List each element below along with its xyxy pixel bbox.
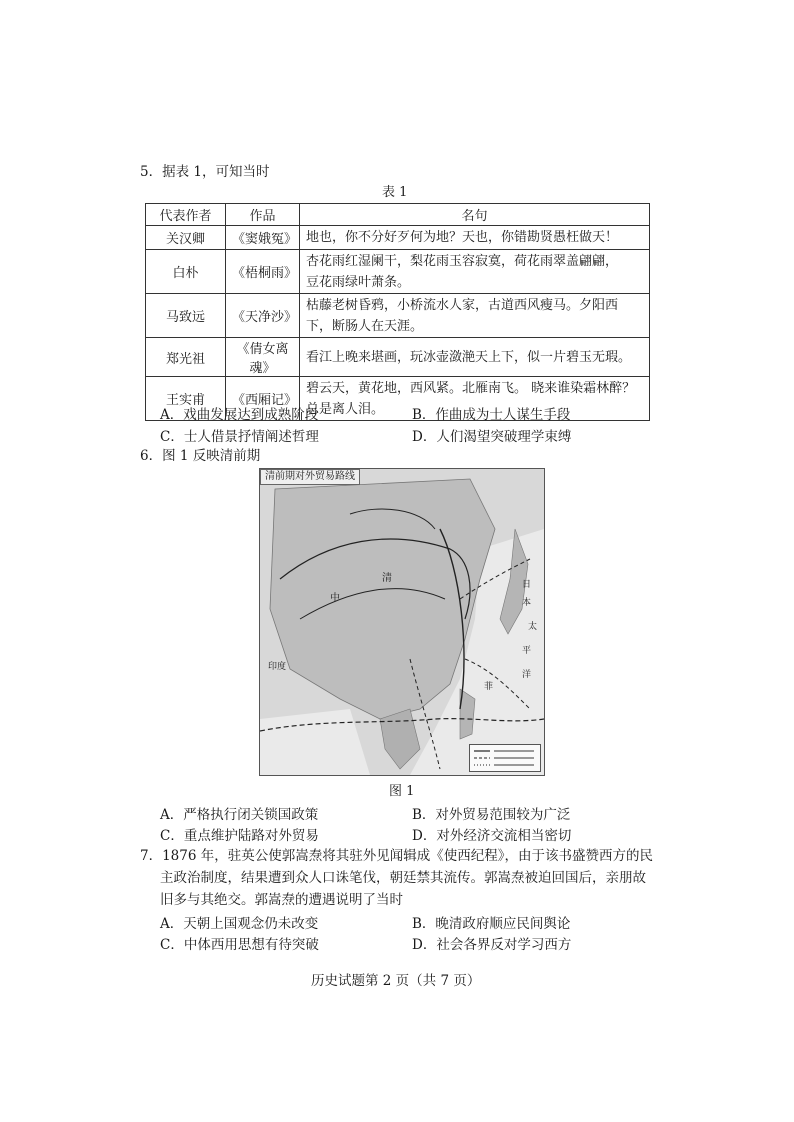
q6-option-a: A．严格执行闭关锁国政策: [160, 807, 319, 823]
q6-option-c: C．重点维护陆路对外贸易: [160, 828, 319, 844]
header-work: 作品: [226, 204, 300, 226]
header-quote: 名句: [300, 204, 650, 226]
table-1: [145, 203, 650, 421]
cell-quote: 地也，你不分好歹何为地？天也，你错勘贤愚枉做天！: [300, 226, 650, 250]
cell-author: 王实甫: [146, 377, 226, 421]
table-row: [146, 294, 650, 338]
cell-author: 郑光祖: [146, 338, 226, 377]
cell-work: 《西厢记》: [226, 377, 300, 421]
table-caption: 表 1: [382, 185, 408, 200]
cell-author: 关汉卿: [146, 226, 226, 250]
table-row: [146, 226, 650, 250]
q7-stem-line-2: 主政治制度，结果遭到众人口诛笔伐，朝廷禁其流传。郭嵩焘被迫回国后，亲朋故: [160, 870, 646, 886]
cell-work: 《梧桐雨》: [226, 250, 300, 294]
figure-caption: 图 1: [389, 784, 415, 799]
table-row: [146, 250, 650, 294]
q5-option-d: D．人们渴望突破理学束缚: [412, 429, 572, 445]
cell-author: 白朴: [146, 250, 226, 294]
q5-option-c: C．士人借景抒情阐述哲理: [160, 429, 319, 445]
map-label: 日: [522, 580, 532, 590]
cell-quote: 杏花雨红湿阑干，梨花雨玉容寂寞，荷花雨翠盖翩翩， 豆花雨绿叶萧条。: [300, 250, 650, 294]
cell-quote: 碧云天，黄花地，西风紧。北雁南飞。 晓来谁染霜林醉？ 总是离人泪。: [300, 377, 650, 421]
q5-option-a: A．戏曲发展达到成熟阶段: [160, 407, 319, 423]
header-author: 代表作者: [146, 204, 226, 226]
q7-option-d: D．社会各界反对学习西方: [412, 937, 572, 953]
q6-option-d: D．对外经济交流相当密切: [412, 828, 572, 844]
q7-stem-line-1: 7．1876 年，驻英公使郭嵩焘将其驻外见闻辑成《使西纪程》，由于该书盛赞西方的民: [140, 848, 653, 864]
table-row: [146, 338, 650, 377]
map-graphic: [260, 469, 544, 775]
q7-option-c: C．中体西用思想有待突破: [160, 937, 319, 953]
cell-quote: 枯藤老树昏鸦，小桥流水人家，古道西风瘦马。夕阳西 下，断肠人在天涯。: [300, 294, 650, 338]
q5-stem: 5．据表 1，可知当时: [140, 164, 270, 180]
map-label: 洋: [522, 670, 532, 680]
cell-quote: 看江上晚来堪画，玩冰壶潋滟天上下，似一片碧玉无瑕。: [300, 338, 650, 377]
map-title: 清前期对外贸易路线: [260, 469, 360, 485]
q7-option-a: A．天朝上国观念仍未改变: [160, 916, 319, 932]
q6-stem: 6．图 1 反映清前期: [140, 448, 261, 464]
map-label: 菲: [484, 682, 494, 692]
trade-route-map: [259, 468, 545, 776]
q7-stem-line-3: 旧多与其绝交。郭嵩焘的遭遇说明了当时: [160, 892, 403, 908]
table-header-row: [146, 204, 650, 226]
q5-option-b: B．作曲成为士人谋生手段: [412, 407, 571, 423]
map-label: 中: [330, 593, 340, 604]
map-label: 清: [382, 573, 392, 584]
cell-work: 《倩女离魂》: [226, 338, 300, 377]
cell-work: 《天净沙》: [226, 294, 300, 338]
q6-option-b: B．对外贸易范围较为广泛: [412, 807, 571, 823]
map-label: 平: [522, 646, 532, 656]
map-label: 太: [528, 622, 538, 632]
page-footer: 历史试题第 2 页（共 7 页）: [311, 973, 481, 989]
map-label: 本: [522, 598, 532, 608]
map-legend: [469, 744, 541, 772]
cell-author: 马致远: [146, 294, 226, 338]
map-label: 印度: [268, 662, 287, 672]
q7-option-b: B．晚清政府顺应民间舆论: [412, 916, 571, 932]
legend-lines: [470, 745, 540, 771]
cell-work: 《窦娥冤》: [226, 226, 300, 250]
